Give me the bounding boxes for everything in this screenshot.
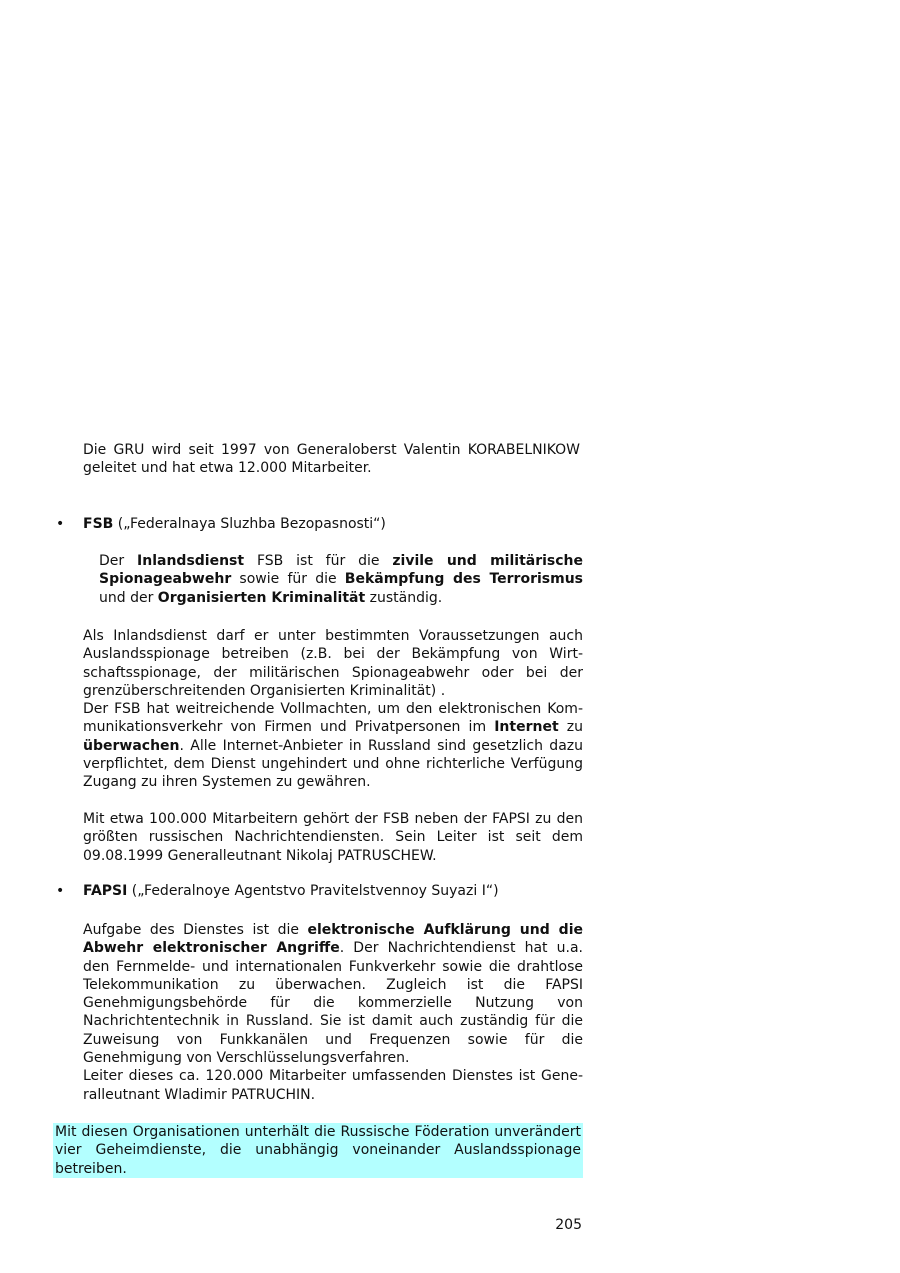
fsb-powers-text-2: zu — [558, 719, 583, 736]
fsb-task-bold-2: zivile und militärische Spionageabwehr — [99, 553, 584, 588]
fsb-task-bold-1: Inlandsdienst — [137, 553, 245, 569]
fsb-task-bold-3: Bekämpfung des Terrorismus — [344, 571, 584, 588]
fsb-task-text-1: Der — [99, 553, 138, 569]
fsb-foreign-text: Als Inlandsdienst darf er unter bestimmten Voraussetzungen auch Auslandsspionage betreiben (z.B. bei der Bekämpfung von Wirtschaftsspionage, der militärischen Spionageabwehr oder bei der grenzüberschreitenden Organisierten Kriminalität) . — [83, 628, 583, 699]
fapsi-task-text-2: . Der Nachrichtendienst hat u.a. den Fernmelde- und internationalen Funkverkehr sowie die drahtlose Telekommunikation zu überwachen. Zugleich ist die FAPSI Genehmigungsbehörde für die kommerzielle Nutzung von Nachrichtentechnik in Russland. Sie ist damit auch zuständig für die Zuweisung von Funkkanälen und Frequenzen sowie für die Genehmigung von Verschlüsselungsverfahren. — [83, 940, 583, 1067]
fsb-task-text-2: FSB ist für die — [244, 553, 393, 569]
fsb-powers-text — [83, 700, 583, 791]
fapsi-heading — [83, 882, 580, 900]
fsb-task-text-4: und der — [99, 589, 158, 606]
page-number: 205 — [555, 1217, 582, 1233]
fsb-powers-bold-1: Internet — [494, 719, 559, 736]
fsb-abbr: FSB — [83, 516, 114, 532]
fsb-task-text-3: sowie für die — [231, 571, 345, 588]
fsb-task-paragraph — [99, 552, 583, 607]
gru-paragraph — [83, 441, 580, 478]
fsb-heading — [83, 515, 580, 533]
fapsi-task-paragraph — [83, 921, 583, 1104]
fapsi-task-bold-1: elektronische Aufklärung und die Abwehr elektronischer Angriffe — [83, 922, 583, 957]
fsb-powers-text-1: Der FSB hat weitreichende Vollmachten, um den elektronischen Kommunikationsverkehr von Firmen und Privatpersonen im — [83, 701, 583, 736]
fsb-powers-text-3: . Alle Internet-Anbieter in Russland sind gesetzlich dazu verpflichtet, dem Dienst ungehindert und ohne richterliche Verfügung Zugang zu ihren Systemen zu gewähren. — [83, 737, 583, 791]
fsb-task-bold-4: Organisierten Kriminalität — [157, 589, 366, 606]
fsb-foreign-paragraph — [83, 627, 583, 792]
fsb-full-name: („Federalnaya Sluzhba Bezopasnosti“) — [113, 516, 386, 532]
fapsi-full-name: („Federalnoye Agentstvo Pravitelstvennoy Suyazi I“) — [127, 883, 499, 899]
fsb-task-text-5: zuständig. — [365, 589, 443, 606]
fapsi-task-text-1: Aufgabe des Dienstes ist die — [83, 922, 308, 938]
fsb-bullet: • — [56, 516, 65, 532]
fsb-staff-text: Mit etwa 100.000 Mitarbeitern gehört der FSB neben der FAPSI zu den größten russischen Nachrichtendiensten. Sein Leiter ist seit dem 09.08.1999 Generalleutnant Nikolaj PATRUSCHEW. — [83, 811, 583, 864]
summary-highlight — [53, 1123, 583, 1178]
fapsi-bullet: • — [56, 883, 65, 899]
gru-text: Die GRU wird seit 1997 von Generaloberst Valentin KORABELNIKOW geleitet und hat etwa 12.000 Mitarbeiter. — [83, 442, 580, 477]
summary-text: Mit diesen Organisationen unterhält die Russische Föderation unverändert vier Geheimdienste, die unabhängig voneinander Auslandsspionage betreiben. — [55, 1124, 581, 1177]
fsb-staff-paragraph — [83, 810, 583, 865]
fapsi-abbr: FAPSI — [83, 883, 128, 899]
fapsi-leader-text: Leiter dieses ca. 120.000 Mitarbeiter umfassenden Dienstes ist Generalleutnant Wladimir PATRUCHIN. — [83, 1068, 583, 1103]
fsb-powers-bold-2: überwachen — [83, 737, 180, 754]
